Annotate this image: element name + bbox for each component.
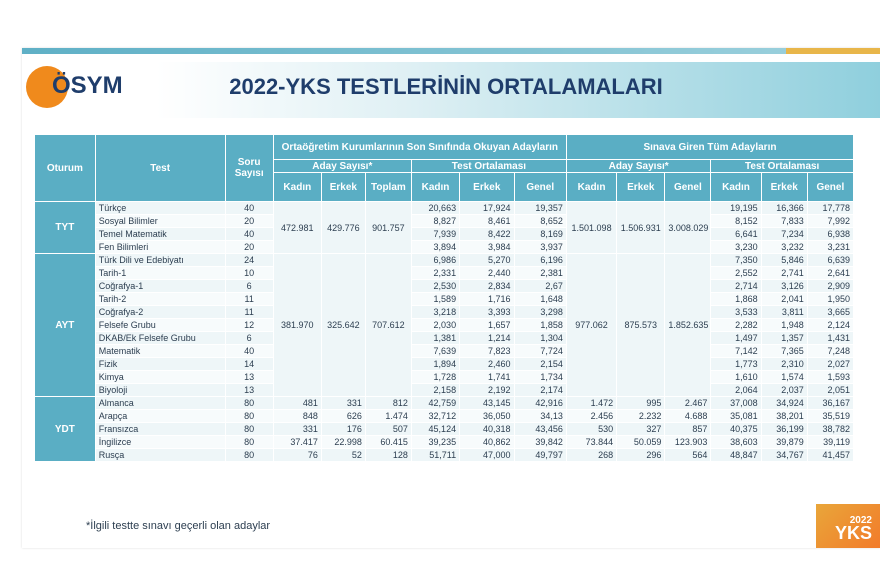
aday-kadin-son: 848: [273, 410, 321, 423]
ort-genel-son: 8,169: [514, 228, 566, 241]
aday-genel-tum: 123.903: [665, 436, 711, 449]
ort-erkek-tum: 39,879: [761, 436, 807, 449]
ort-erkek-tum: 2,310: [761, 358, 807, 371]
ort-kadin-son: 20,663: [411, 202, 459, 215]
ort-genel-son: 2,381: [514, 267, 566, 280]
ort-genel-tum: 1,950: [807, 293, 853, 306]
aday-erkek-tum: 50.059: [617, 436, 665, 449]
ort-erkek-son: 47,000: [460, 449, 514, 462]
ort-genel-tum: 2,051: [807, 384, 853, 397]
aday-toplam-son: 60.415: [365, 436, 411, 449]
aday-erkek-son: 325.642: [321, 254, 365, 397]
ort-erkek-son: 7,823: [460, 345, 514, 358]
ort-erkek-tum: 2,041: [761, 293, 807, 306]
soru-sayisi: 11: [225, 306, 273, 319]
test-name: Rusça: [95, 449, 225, 462]
ort-kadin-son: 2,530: [411, 280, 459, 293]
ort-kadin-son: 51,711: [411, 449, 459, 462]
ort-genel-tum: 2,641: [807, 267, 853, 280]
ort-kadin-son: 45,124: [411, 423, 459, 436]
table-row: [35, 410, 854, 423]
ort-genel-son: 7,724: [514, 345, 566, 358]
aday-erkek-tum: 296: [617, 449, 665, 462]
ort-genel-son: 1,858: [514, 319, 566, 332]
ort-kadin-son: 6,986: [411, 254, 459, 267]
aday-kadin-tum: 1.501.098: [566, 202, 616, 254]
header-kadin: Kadın: [273, 173, 321, 202]
aday-erkek-son: 22.998: [321, 436, 365, 449]
aday-erkek-tum: 1.506.931: [617, 202, 665, 254]
aday-erkek-son: 429.776: [321, 202, 365, 254]
test-name: Kimya: [95, 371, 225, 384]
ort-erkek-son: 1,741: [460, 371, 514, 384]
ort-genel-tum: 2,909: [807, 280, 853, 293]
ort-kadin-tum: 3,230: [711, 241, 761, 254]
header-oturum: Oturum: [35, 135, 96, 202]
test-name: İngilizce: [95, 436, 225, 449]
ort-kadin-son: 3,894: [411, 241, 459, 254]
table-row: [35, 202, 854, 215]
ort-erkek-tum: 1,357: [761, 332, 807, 345]
ort-genel-tum: 6,639: [807, 254, 853, 267]
ort-kadin-tum: 6,641: [711, 228, 761, 241]
ort-genel-son: 2,67: [514, 280, 566, 293]
ort-erkek-tum: 16,366: [761, 202, 807, 215]
ort-erkek-son: 5,270: [460, 254, 514, 267]
soru-sayisi: 80: [225, 410, 273, 423]
header-erkek: Erkek: [460, 173, 514, 202]
ort-erkek-son: 2,440: [460, 267, 514, 280]
ort-erkek-tum: 5,846: [761, 254, 807, 267]
test-name: Coğrafya-1: [95, 280, 225, 293]
ort-kadin-tum: 2,552: [711, 267, 761, 280]
aday-erkek-son: 52: [321, 449, 365, 462]
ort-kadin-tum: 35,081: [711, 410, 761, 423]
header-aday-sayisi-2: Aday Sayısı*: [566, 160, 710, 173]
aday-erkek-tum: 875.573: [617, 254, 665, 397]
ort-erkek-son: 8,461: [460, 215, 514, 228]
header-erkek: Erkek: [321, 173, 365, 202]
ort-kadin-son: 1,728: [411, 371, 459, 384]
yks-text: YKS: [834, 523, 872, 543]
soru-sayisi: 6: [225, 332, 273, 345]
ort-erkek-son: 2,460: [460, 358, 514, 371]
ort-erkek-son: 36,050: [460, 410, 514, 423]
test-name: Tarih-1: [95, 267, 225, 280]
ort-erkek-son: 2,192: [460, 384, 514, 397]
test-name: Matematik: [95, 345, 225, 358]
aday-erkek-son: 331: [321, 397, 365, 410]
header-kadin: Kadın: [711, 173, 761, 202]
ort-genel-son: 3,937: [514, 241, 566, 254]
header-test: Test: [95, 135, 225, 202]
oturum-label: TYT: [35, 202, 96, 254]
aday-erkek-tum: 2.232: [617, 410, 665, 423]
table-row: [35, 280, 854, 293]
osym-logo: [26, 64, 146, 114]
oturum-label: YDT: [35, 397, 96, 462]
ort-erkek-tum: 2,741: [761, 267, 807, 280]
header-genel: Genel: [665, 173, 711, 202]
ort-kadin-tum: 2,282: [711, 319, 761, 332]
aday-kadin-tum: 73.844: [566, 436, 616, 449]
aday-kadin-son: 76: [273, 449, 321, 462]
ort-kadin-tum: 1,497: [711, 332, 761, 345]
ort-kadin-tum: 3,533: [711, 306, 761, 319]
ort-genel-son: 3,298: [514, 306, 566, 319]
aday-genel-tum: 4.688: [665, 410, 711, 423]
ort-erkek-tum: 2,037: [761, 384, 807, 397]
ort-erkek-son: 40,318: [460, 423, 514, 436]
ort-kadin-tum: 19,195: [711, 202, 761, 215]
soru-sayisi: 40: [225, 345, 273, 358]
ort-erkek-tum: 1,574: [761, 371, 807, 384]
test-name: Coğrafya-2: [95, 306, 225, 319]
test-name: Felsefe Grubu: [95, 319, 225, 332]
soru-sayisi: 20: [225, 215, 273, 228]
table-row: [35, 306, 854, 319]
ort-erkek-tum: 3,811: [761, 306, 807, 319]
test-name: Sosyal Bilimler: [95, 215, 225, 228]
ort-genel-tum: 1,431: [807, 332, 853, 345]
test-name: Türkçe: [95, 202, 225, 215]
ort-genel-tum: 7,992: [807, 215, 853, 228]
ort-kadin-tum: 2,714: [711, 280, 761, 293]
table-row: [35, 436, 854, 449]
ort-kadin-tum: 7,350: [711, 254, 761, 267]
ort-erkek-son: 43,145: [460, 397, 514, 410]
ort-erkek-son: 1,716: [460, 293, 514, 306]
ort-erkek-tum: 34,767: [761, 449, 807, 462]
ort-genel-son: 1,648: [514, 293, 566, 306]
ort-genel-tum: 38,782: [807, 423, 853, 436]
footnote: *İlgili testte sınavı geçerli olan adaylar: [86, 520, 271, 532]
ort-erkek-son: 1,657: [460, 319, 514, 332]
top-accent-bar: [22, 48, 880, 54]
header-group-son-sinif: Ortaöğretim Kurumlarının Son Sınıfında Okuyan Adayların: [273, 135, 566, 160]
ort-genel-tum: 3,665: [807, 306, 853, 319]
table-row: [35, 215, 854, 228]
ort-kadin-son: 7,939: [411, 228, 459, 241]
ort-kadin-son: 3,218: [411, 306, 459, 319]
ort-erkek-tum: 7,833: [761, 215, 807, 228]
aday-erkek-tum: 995: [617, 397, 665, 410]
table-row: [35, 384, 854, 397]
ort-erkek-tum: 1,948: [761, 319, 807, 332]
ort-genel-son: 2,174: [514, 384, 566, 397]
aday-kadin-tum: 1.472: [566, 397, 616, 410]
ort-kadin-tum: 48,847: [711, 449, 761, 462]
ort-genel-tum: 36,167: [807, 397, 853, 410]
aday-erkek-son: 176: [321, 423, 365, 436]
header-erkek: Erkek: [761, 173, 807, 202]
gold-accent: [786, 48, 880, 54]
ort-genel-tum: 35,519: [807, 410, 853, 423]
yks-corner-badge: [816, 504, 880, 548]
ort-kadin-son: 7,639: [411, 345, 459, 358]
ort-genel-son: 6,196: [514, 254, 566, 267]
header-group-tum-adaylar: Sınava Giren Tüm Adayların: [566, 135, 853, 160]
ort-kadin-tum: 7,142: [711, 345, 761, 358]
aday-kadin-tum: 2.456: [566, 410, 616, 423]
soru-sayisi: 80: [225, 436, 273, 449]
ort-kadin-son: 32,712: [411, 410, 459, 423]
header-aday-sayisi-1: Aday Sayısı*: [273, 160, 411, 173]
oturum-label: AYT: [35, 254, 96, 397]
aday-toplam-son: 1.474: [365, 410, 411, 423]
ort-erkek-son: 2,834: [460, 280, 514, 293]
ort-genel-son: 1,304: [514, 332, 566, 345]
ort-genel-son: 1,734: [514, 371, 566, 384]
ort-erkek-tum: 38,201: [761, 410, 807, 423]
aday-toplam-son: 812: [365, 397, 411, 410]
ort-genel-tum: 1,593: [807, 371, 853, 384]
ort-erkek-tum: 7,234: [761, 228, 807, 241]
aday-genel-tum: 564: [665, 449, 711, 462]
ort-genel-son: 43,456: [514, 423, 566, 436]
aday-kadin-son: 472.981: [273, 202, 321, 254]
ort-genel-son: 19,357: [514, 202, 566, 215]
aday-toplam-son: 901.757: [365, 202, 411, 254]
table-body: [35, 202, 854, 462]
ort-kadin-son: 2,331: [411, 267, 459, 280]
ort-genel-tum: 2,027: [807, 358, 853, 371]
aday-toplam-son: 507: [365, 423, 411, 436]
ort-erkek-son: 3,393: [460, 306, 514, 319]
header-genel: Genel: [807, 173, 853, 202]
aday-kadin-tum: 530: [566, 423, 616, 436]
ort-genel-tum: 17,778: [807, 202, 853, 215]
table-row: [35, 228, 854, 241]
aday-kadin-son: 37.417: [273, 436, 321, 449]
ort-kadin-tum: 1,773: [711, 358, 761, 371]
soru-sayisi: 13: [225, 371, 273, 384]
aday-genel-tum: 3.008.029: [665, 202, 711, 254]
ort-kadin-tum: 8,152: [711, 215, 761, 228]
ort-genel-son: 8,652: [514, 215, 566, 228]
ort-erkek-son: 17,924: [460, 202, 514, 215]
ort-kadin-son: 39,235: [411, 436, 459, 449]
ort-kadin-son: 1,381: [411, 332, 459, 345]
table-row: [35, 254, 854, 267]
table-row: [35, 345, 854, 358]
aday-kadin-son: 481: [273, 397, 321, 410]
soru-sayisi: 80: [225, 449, 273, 462]
yks-year: 2022: [849, 515, 872, 526]
ort-kadin-son: 1,589: [411, 293, 459, 306]
header-soru-sayisi: Soru Sayısı: [225, 135, 273, 202]
logo-text: ÖSYM: [52, 72, 123, 99]
header-genel: Genel: [514, 173, 566, 202]
soru-sayisi: 40: [225, 228, 273, 241]
ort-kadin-son: 2,158: [411, 384, 459, 397]
soru-sayisi: 80: [225, 397, 273, 410]
table-row: [35, 358, 854, 371]
ort-kadin-tum: 1,868: [711, 293, 761, 306]
ort-kadin-tum: 40,375: [711, 423, 761, 436]
header-kadin: Kadın: [566, 173, 616, 202]
test-name: Fizik: [95, 358, 225, 371]
table-row: [35, 371, 854, 384]
header-test-ortalamasi-2: Test Ortalaması: [711, 160, 854, 173]
ort-genel-son: 34,13: [514, 410, 566, 423]
test-name: Arapça: [95, 410, 225, 423]
ort-kadin-son: 2,030: [411, 319, 459, 332]
aday-genel-tum: 1.852.635: [665, 254, 711, 397]
ort-kadin-son: 42,759: [411, 397, 459, 410]
test-name: Tarih-2: [95, 293, 225, 306]
soru-sayisi: 11: [225, 293, 273, 306]
ort-erkek-son: 1,214: [460, 332, 514, 345]
ort-genel-son: 49,797: [514, 449, 566, 462]
soru-sayisi: 80: [225, 423, 273, 436]
ort-genel-tum: 41,457: [807, 449, 853, 462]
soru-sayisi: 13: [225, 384, 273, 397]
aday-kadin-son: 381.970: [273, 254, 321, 397]
ort-genel-tum: 3,231: [807, 241, 853, 254]
ort-genel-tum: 7,248: [807, 345, 853, 358]
aday-toplam-son: 707.612: [365, 254, 411, 397]
ort-erkek-tum: 36,199: [761, 423, 807, 436]
table-row: [35, 397, 854, 410]
title-banner: [156, 62, 880, 118]
table-row: [35, 332, 854, 345]
ort-kadin-tum: 2,064: [711, 384, 761, 397]
averages-table: [34, 134, 854, 462]
ort-erkek-son: 3,984: [460, 241, 514, 254]
soru-sayisi: 10: [225, 267, 273, 280]
ort-genel-tum: 6,938: [807, 228, 853, 241]
test-name: Biyoloji: [95, 384, 225, 397]
aday-erkek-tum: 327: [617, 423, 665, 436]
page-title: 2022-YKS TESTLERİNİN ORTALAMALARI: [229, 74, 663, 99]
ort-erkek-tum: 7,365: [761, 345, 807, 358]
soru-sayisi: 24: [225, 254, 273, 267]
test-name: Türk Dili ve Edebiyatı: [95, 254, 225, 267]
ort-kadin-tum: 1,610: [711, 371, 761, 384]
ort-genel-tum: 2,124: [807, 319, 853, 332]
test-name: DKAB/Ek Felsefe Grubu: [95, 332, 225, 345]
table-row: [35, 319, 854, 332]
soru-sayisi: 12: [225, 319, 273, 332]
ort-genel-son: 42,916: [514, 397, 566, 410]
test-name: Fen Bilimleri: [95, 241, 225, 254]
ort-erkek-tum: 34,924: [761, 397, 807, 410]
table-row: [35, 267, 854, 280]
table-row: [35, 449, 854, 462]
ort-genel-tum: 39,119: [807, 436, 853, 449]
header-test-ortalamasi-1: Test Ortalaması: [411, 160, 566, 173]
table-row: [35, 423, 854, 436]
aday-kadin-son: 331: [273, 423, 321, 436]
ort-genel-son: 2,154: [514, 358, 566, 371]
test-name: Temel Matematik: [95, 228, 225, 241]
ort-kadin-tum: 37,008: [711, 397, 761, 410]
test-name: Almanca: [95, 397, 225, 410]
soru-sayisi: 14: [225, 358, 273, 371]
table-row: [35, 293, 854, 306]
soru-sayisi: 6: [225, 280, 273, 293]
ort-genel-son: 39,842: [514, 436, 566, 449]
header-toplam: Toplam: [365, 173, 411, 202]
test-name: Fransızca: [95, 423, 225, 436]
table-row: [35, 241, 854, 254]
header-kadin: Kadın: [411, 173, 459, 202]
document-page: [22, 48, 880, 548]
ort-kadin-tum: 38,603: [711, 436, 761, 449]
aday-kadin-tum: 268: [566, 449, 616, 462]
soru-sayisi: 40: [225, 202, 273, 215]
ort-erkek-tum: 3,232: [761, 241, 807, 254]
ort-kadin-son: 1,894: [411, 358, 459, 371]
aday-toplam-son: 128: [365, 449, 411, 462]
aday-erkek-son: 626: [321, 410, 365, 423]
soru-sayisi: 20: [225, 241, 273, 254]
aday-genel-tum: 2.467: [665, 397, 711, 410]
aday-kadin-tum: 977.062: [566, 254, 616, 397]
ort-erkek-son: 40,862: [460, 436, 514, 449]
ort-kadin-son: 8,827: [411, 215, 459, 228]
ort-erkek-tum: 3,126: [761, 280, 807, 293]
header-erkek: Erkek: [617, 173, 665, 202]
ort-erkek-son: 8,422: [460, 228, 514, 241]
aday-genel-tum: 857: [665, 423, 711, 436]
